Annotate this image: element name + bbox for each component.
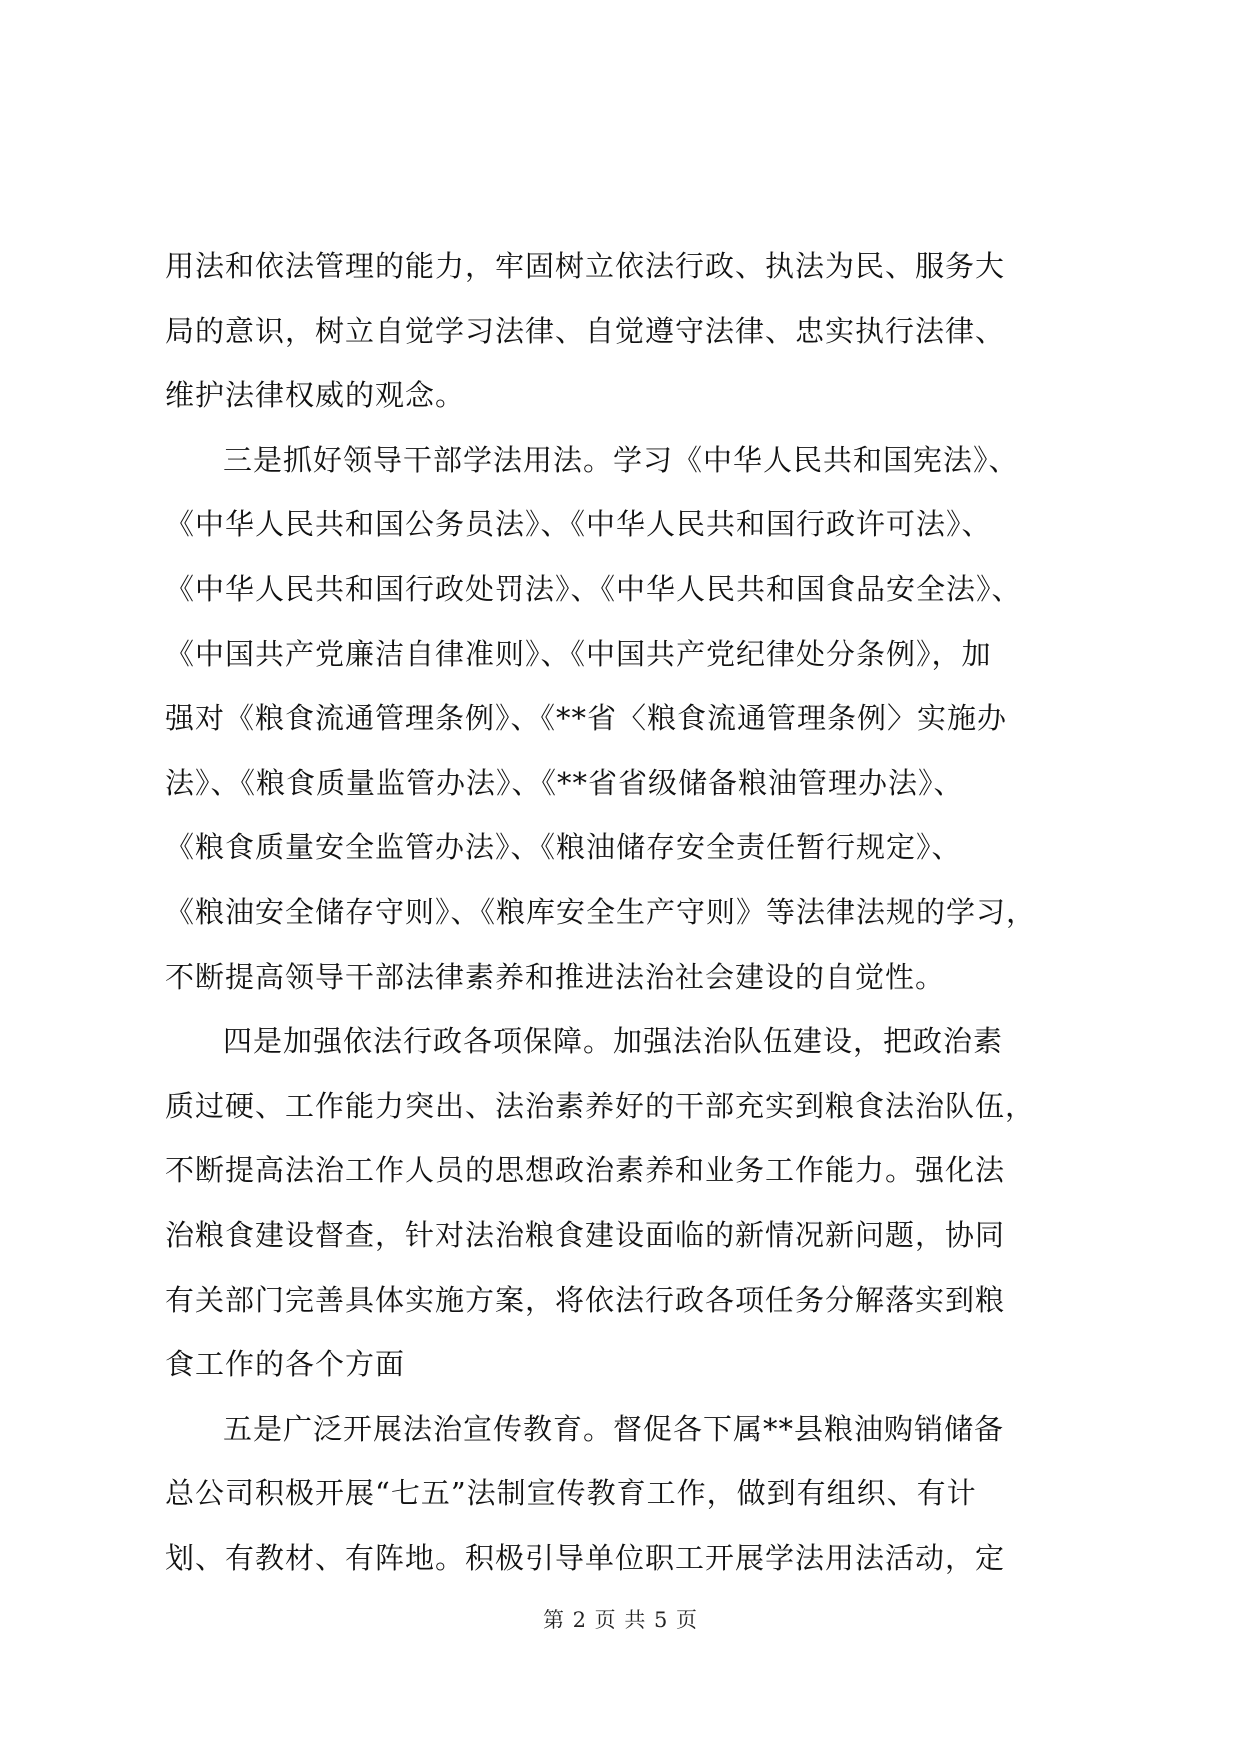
text-line: 不断提高法治工作人员的思想政治素养和业务工作能力。强化法 — [165, 1153, 1006, 1188]
text-line: 强对《粮食流通管理条例》、《**省〈粮食流通管理条例〉实施办 — [165, 701, 1008, 736]
text-line: 有关部门完善具体实施方案，将依法行政各项任务分解落实到粮 — [165, 1282, 1006, 1317]
paragraph — [165, 1397, 1105, 1591]
text-line: 划、有教材、有阵地。积极引导单位职工开展学法用法活动，定 — [165, 1540, 1006, 1575]
text-line: 用法和依法管理的能力，牢固树立依法行政、执法为民、服务大 — [165, 249, 1006, 283]
body-text — [165, 234, 1105, 1590]
text-line: 食工作的各个方面 — [165, 1347, 406, 1382]
text-line: 治粮食建设督查，针对法治粮食建设面临的新情况新问题，协同 — [165, 1217, 1006, 1252]
text-line: 《中国共产党廉洁自律准则》、《中国共产党纪律处分条例》，加 — [165, 636, 992, 671]
page-footer: 第 2 页 共 5 页 — [542, 1608, 699, 1632]
text-line: 《粮油安全储存守则》、《粮库安全生产守则》等法律法规的学习， — [165, 894, 1037, 929]
paragraph — [165, 428, 1105, 1009]
paragraph — [165, 1009, 1105, 1397]
text-line: 法》、《粮食质量监管办法》、《**省省级储备粮油管理办法》、 — [165, 765, 964, 800]
text-line: 质过硬、工作能力突出、法治素养好的干部充实到粮食法治队伍， — [165, 1088, 1036, 1123]
paragraph — [165, 234, 1105, 428]
text-line: 《中华人民共和国行政处罚法》、《中华人民共和国食品安全法》、 — [165, 571, 1022, 606]
text-line: 《中华人民共和国公务员法》、《中华人民共和国行政许可法》、 — [165, 507, 992, 542]
text-line: 局的意识，树立自觉学习法律、自觉遵守法律、忠实执行法律、 — [165, 313, 1006, 348]
text-line: 五是广泛开展法治宣传教育。督促各下属**县粮油购销储备 — [223, 1411, 1005, 1446]
text-line: 四是加强依法行政各项保障。加强法治队伍建设，把政治素 — [223, 1024, 1004, 1059]
text-line: 维护法律权威的观念。 — [165, 378, 466, 413]
text-line: 三是抓好领导干部学法用法。学习《中华人民共和国宪法》、 — [223, 442, 1019, 477]
text-line: 总公司积极开展“七五”法制宣传教育工作，做到有组织、有计 — [165, 1476, 977, 1511]
text-line: 不断提高领导干部法律素养和推进法治社会建设的自觉性。 — [165, 959, 946, 994]
text-line: 《粮食质量安全监管办法》、《粮油储存安全责任暂行规定》、 — [165, 830, 962, 865]
